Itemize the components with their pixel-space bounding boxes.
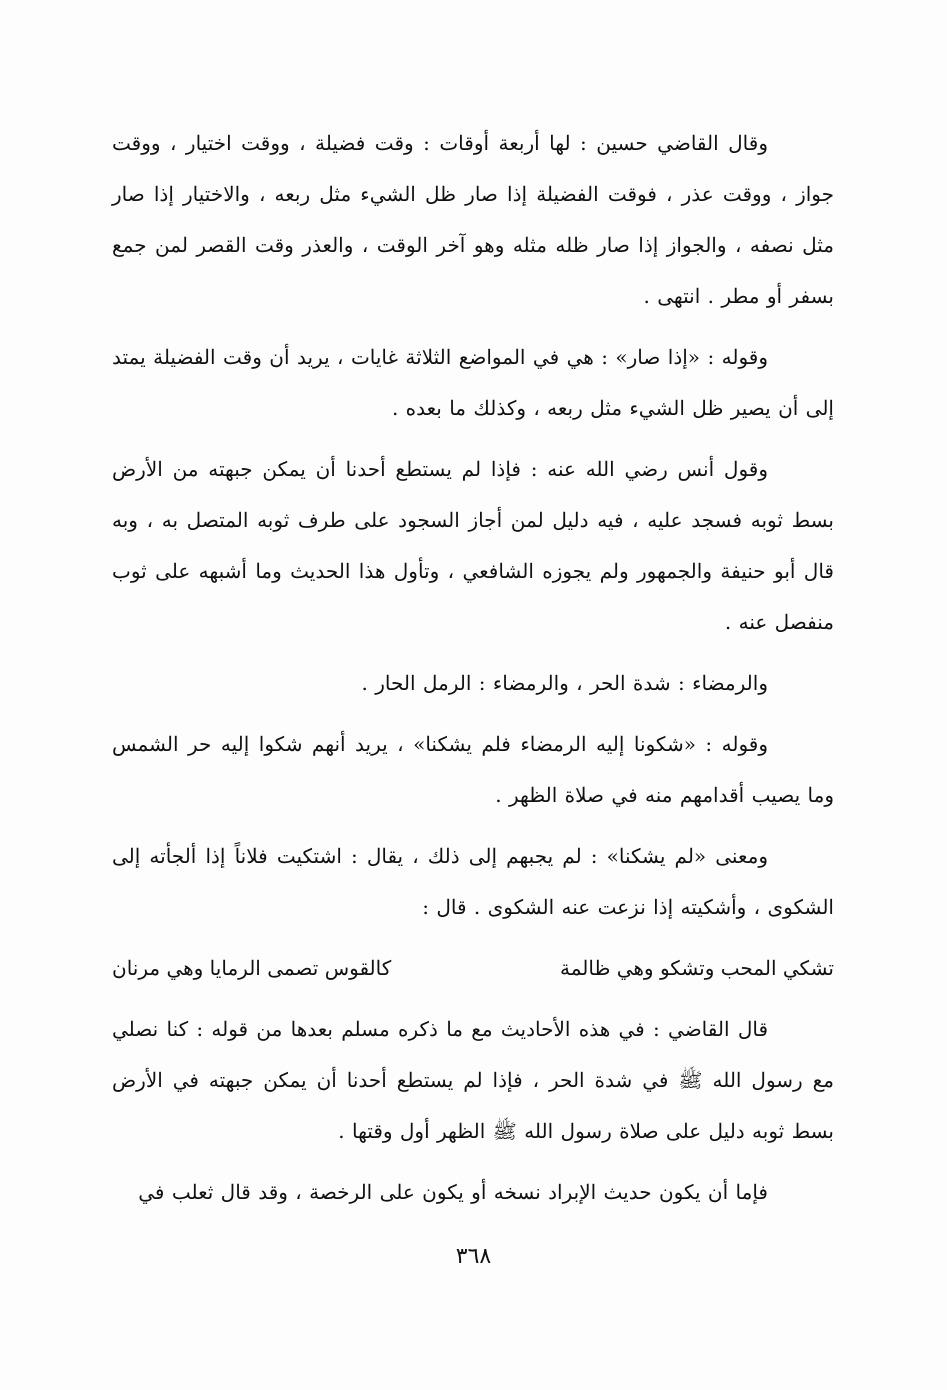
paragraph-ramda: والرمضاء : شدة الحر ، والرمضاء : الرمل الحار . [361,671,768,695]
paragraph-qadi-husayn: وقال القاضي حسين : لها أربعة أوقات : وقت فضيلة ، ووقت اختيار ، ووقت جواز ، ووقت عذر ، فوقت الفضيلة إذا صار ظل الشيء مثل ربعه ، والاختيار إذا صار مثل نصفه ، والجواز إذا صار ظله مثله وهو آخر الوقت ، والعذر وقت القصر لمن جمع بسفر أو مطر . انتهى . [112,131,834,308]
paragraph-lam-yushkina: ومعنى «لم يشكنا» : لم يجبهم إلى ذلك ، يقال : اشتكيت فلاناً إذا ألجأته إلى الشكوى ، وأشكيته إذا نزعت عنه الشكوى . قال : [112,844,834,919]
verse-second-hemistich: كالقوس تصمى الرمايا وهي مرنان [112,956,392,980]
verse-first-hemistich: تشكي المحب وتشكو وهي ظالمة [559,956,834,980]
paragraph-ibrad: فإما أن يكون حديث الإبراد نسخه أو يكون على الرخصة ، وقد قال ثعلب في [138,1180,768,1204]
paragraph-qadi-comment: قال القاضي : في هذه الأحاديث مع ما ذكره مسلم بعدها من قوله : كنا نصلي مع رسول الله ﷺ في شدة الحر ، فإذا لم يستطع أحدنا أن يمكن جبهته في الأرض بسط ثوبه دليل على صلاة رسول الله ﷺ الظهر أول وقتها . [112,1017,834,1143]
paragraph-idha-sar: وقوله : «إذا صار» : هي في المواضع الثلاثة غايات ، يريد أن وقت الفضيلة يمتد إلى أن يصير ظل الشيء مثل ربعه ، وكذلك ما بعده . [112,345,834,420]
paragraph-anas: وقول أنس رضي الله عنه : فإذا لم يستطع أحدنا أن يمكن جبهته من الأرض بسط ثوبه فسجد عليه ، فيه دليل لمن أجاز السجود على طرف ثوبه المتصل به ، وبه قال أبو حنيفة والجمهور ولم يجوزه الشافعي ، وتأول هذا الحديث وما أشبهه على ثوب منفصل عنه . [112,457,834,634]
paragraph-shakawna: وقوله : «شكونا إليه الرمضاء فلم يشكنا» ، يريد أنهم شكوا إليه حر الشمس وما يصيب أقدامهم منه في صلاة الظهر . [112,732,834,807]
poetry-verse [112,943,834,994]
main-text [112,118,834,1228]
page-number: ٣٦٨ [455,1244,492,1269]
